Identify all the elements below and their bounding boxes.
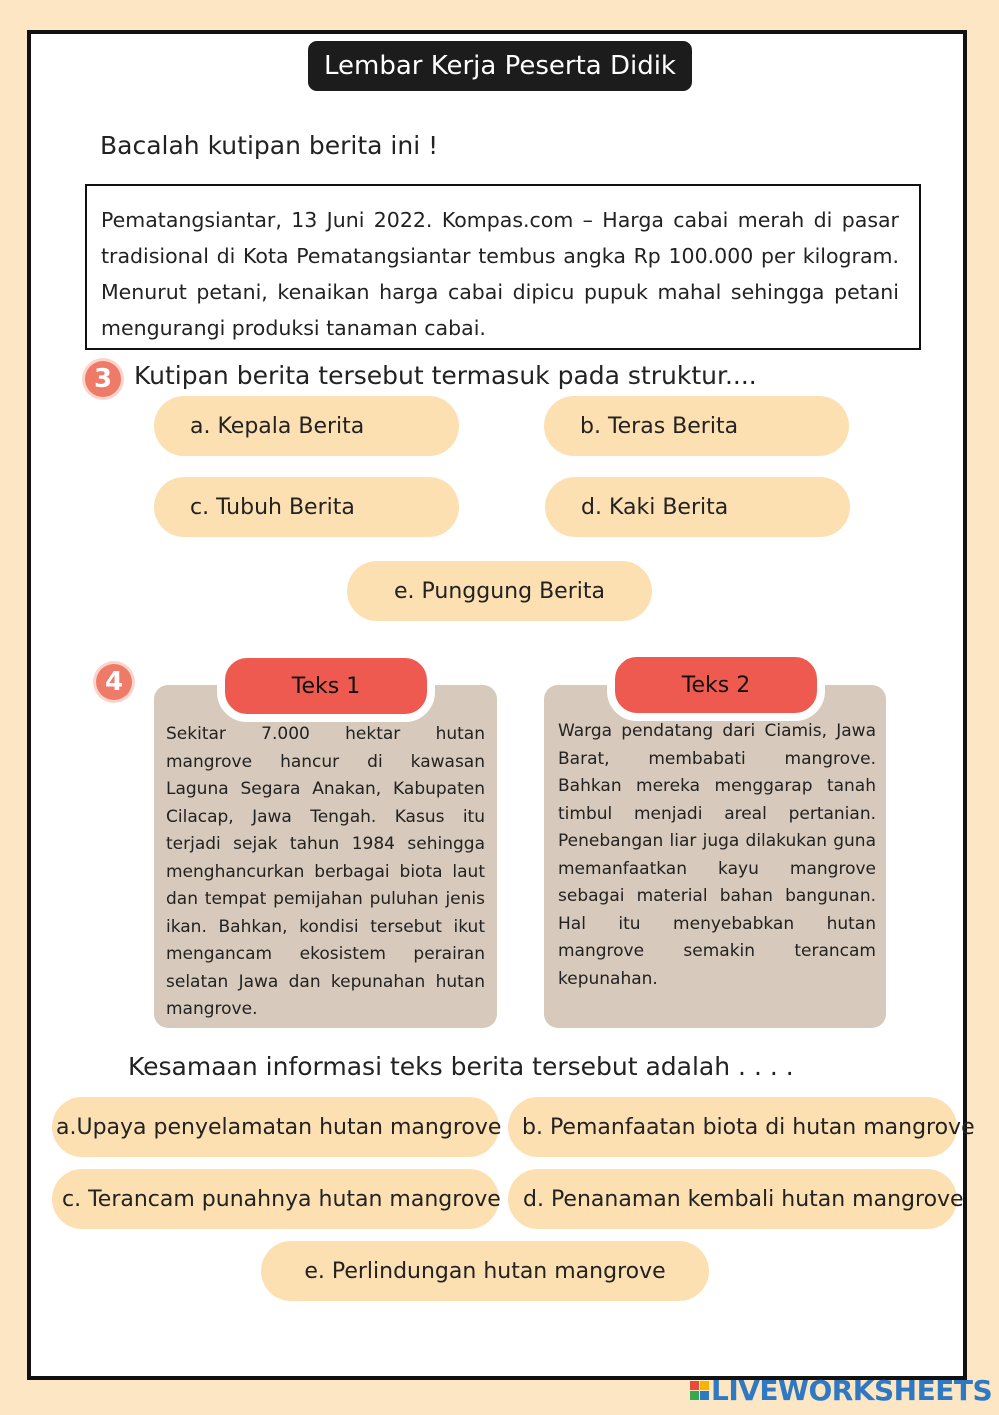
text-1-title-tab: Teks 1: [217, 650, 435, 722]
reading-instruction: Bacalah kutipan berita ini !: [100, 131, 439, 160]
q4-option-d[interactable]: d. Penanaman kembali hutan mangrove: [508, 1169, 957, 1229]
liveworksheets-logo: [690, 1374, 992, 1407]
q3-option-c[interactable]: c. Tubuh Berita: [154, 477, 459, 537]
worksheet-title: Lembar Kerja Peserta Didik: [308, 41, 692, 91]
question-4-text: Kesamaan informasi teks berita tersebut adalah . . . .: [128, 1052, 794, 1081]
q4-option-a[interactable]: a.Upaya penyelamatan hutan mangrove: [52, 1097, 499, 1157]
q3-option-d[interactable]: d. Kaki Berita: [545, 477, 850, 537]
q4-option-c[interactable]: c. Terancam punahnya hutan mangrove: [52, 1169, 499, 1229]
text-2-title-tab: Teks 2: [607, 649, 825, 721]
text-2-body: Warga pendatang dari Ciamis, Jawa Barat, membabati mangrove. Bahkan mereka menggarap tanah timbul menjadi areal pertanian. Penebangan liar juga dilakukan guna memanfaatkan kayu mangrove sebagai material bahan bangunan. Hal itu menyebabkan hutan mangrove semakin terancam kepunahan.: [558, 721, 876, 989]
question-4-number-badge: 4: [96, 664, 132, 700]
logo-text: LIVEWORKSHEETS: [711, 1374, 993, 1407]
q4-option-e[interactable]: e. Perlindungan hutan mangrove: [261, 1241, 709, 1301]
q3-option-b[interactable]: b. Teras Berita: [544, 396, 849, 456]
logo-blocks-icon: [690, 1381, 709, 1400]
question-3-text: Kutipan berita tersebut termasuk pada struktur....: [134, 361, 757, 390]
text-1-card: [154, 685, 497, 1028]
news-excerpt-box: Pematangsiantar, 13 Juni 2022. Kompas.com – Harga cabai merah di pasar tradisional di Kota Pematangsiantar tembus angka Rp 100.000 per kilogram. Menurut petani, kenaikan harga cabai dipicu pupuk mahal sehingga petani mengurangi produksi tanaman cabai.: [85, 184, 921, 350]
q4-option-b[interactable]: b. Pemanfaatan biota di hutan mangrove: [508, 1097, 957, 1157]
q3-option-a[interactable]: a. Kepala Berita: [154, 396, 459, 456]
question-3-number-badge: 3: [85, 361, 121, 397]
q3-option-e[interactable]: e. Punggung Berita: [347, 561, 652, 621]
text-2-card: [544, 685, 886, 1028]
text-1-body: Sekitar 7.000 hektar hutan mangrove hancur di kawasan Laguna Segara Anakan, Kabupaten Cilacap, Jawa Tengah. Kasus itu terjadi sejak tahun 1984 sehingga menghancurkan berbagai biota laut dan tempat pemijahan puluhan jenis ikan. Bahkan, kondisi tersebut ikut mengancam ekosistem perairan selatan Jawa dan kepunahan hutan mangrove.: [166, 724, 485, 1019]
